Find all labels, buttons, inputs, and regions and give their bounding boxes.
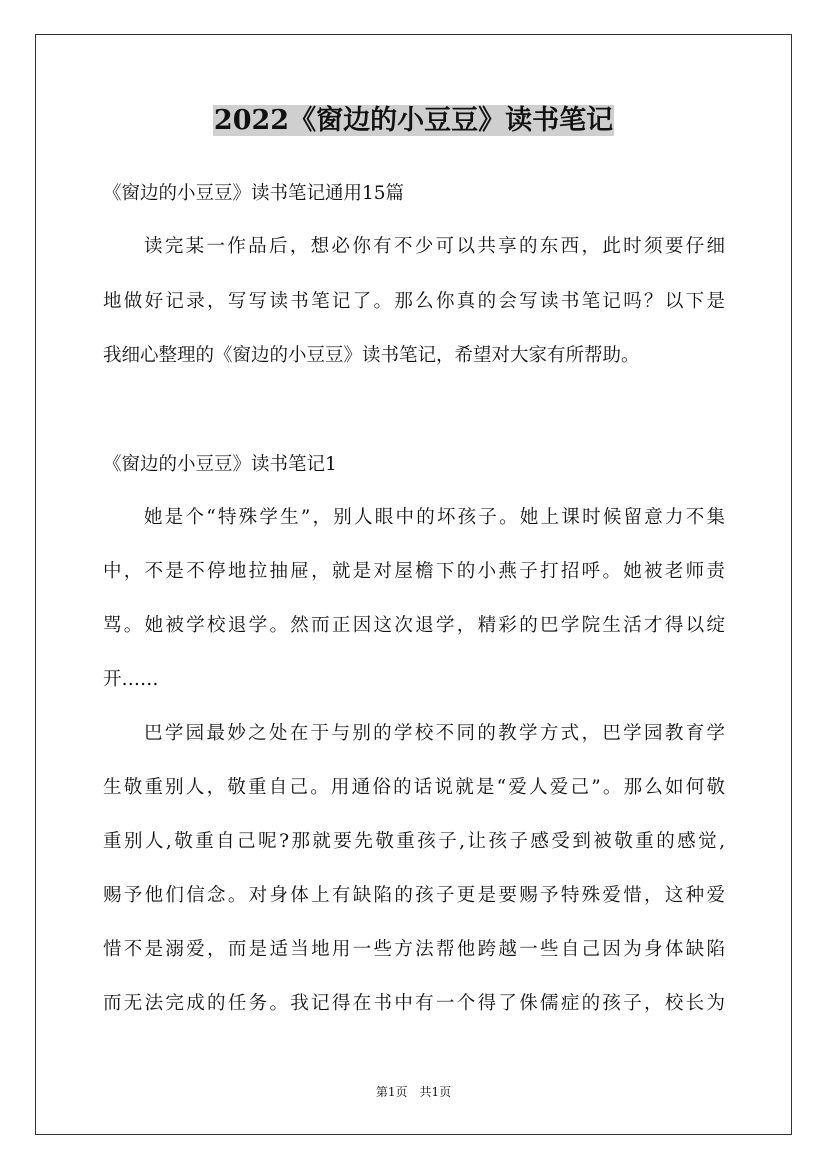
section1-para2-line-3: 重别人,敬重自己呢?那就要先敬重孩子,让孩子感受到被敬重的感觉, <box>103 831 725 852</box>
section1-para1-line-1: 她是个“特殊学生”，别人眼中的坏孩子。她上课时候留意力不集 <box>144 507 725 528</box>
section1-para2-line-5: 惜不是溺爱，而是适当地用一些方法帮他跨越一些自己因为身体缺陷 <box>103 939 725 960</box>
document-title-text: 2022《窗边的小豆豆》读书笔记 <box>213 105 614 136</box>
section1-heading: 《窗边的小豆豆》读书笔记1 <box>103 454 337 475</box>
section1-para2-line-6: 而无法完成的任务。我记得在书中有一个得了侏儒症的孩子，校长为 <box>103 993 725 1014</box>
section1-para2-line-2: 生敬重别人，敬重自己。用通俗的话说就是“爱人爱己”。那么如何敬 <box>103 777 725 798</box>
section1-para1-line-2: 中，不是不停地拉抽屉，就是对屋檐下的小燕子打招呼。她被老师责 <box>103 561 725 582</box>
intro-line-3: 我细心整理的《窗边的小豆豆》读书笔记，希望对大家有所帮助。 <box>103 345 640 366</box>
document-subtitle: 《窗边的小豆豆》读书笔记通用15篇 <box>103 183 405 204</box>
intro-line-1: 读完某一作品后，想必你有不少可以共享的东西，此时须要仔细 <box>144 236 725 257</box>
document-title <box>0 99 827 143</box>
section1-para2-line-4: 赐予他们信念。对身体上有缺陷的孩子更是要赐予特殊爱惜，这种爱 <box>103 885 725 906</box>
intro-line-2: 地做好记录，写写读书笔记了。那么你真的会写读书笔记吗？以下是 <box>103 291 725 312</box>
page-footer: 第1页 共1页 <box>375 1085 452 1099</box>
section1-para1-line-4: 开…… <box>103 669 159 690</box>
section1-para2-line-1: 巴学园最妙之处在于与别的学校不同的教学方式，巴学园教育学 <box>144 723 725 744</box>
section1-para1-line-3: 骂。她被学校退学。然而正因这次退学，精彩的巴学院生活才得以绽 <box>103 615 725 636</box>
